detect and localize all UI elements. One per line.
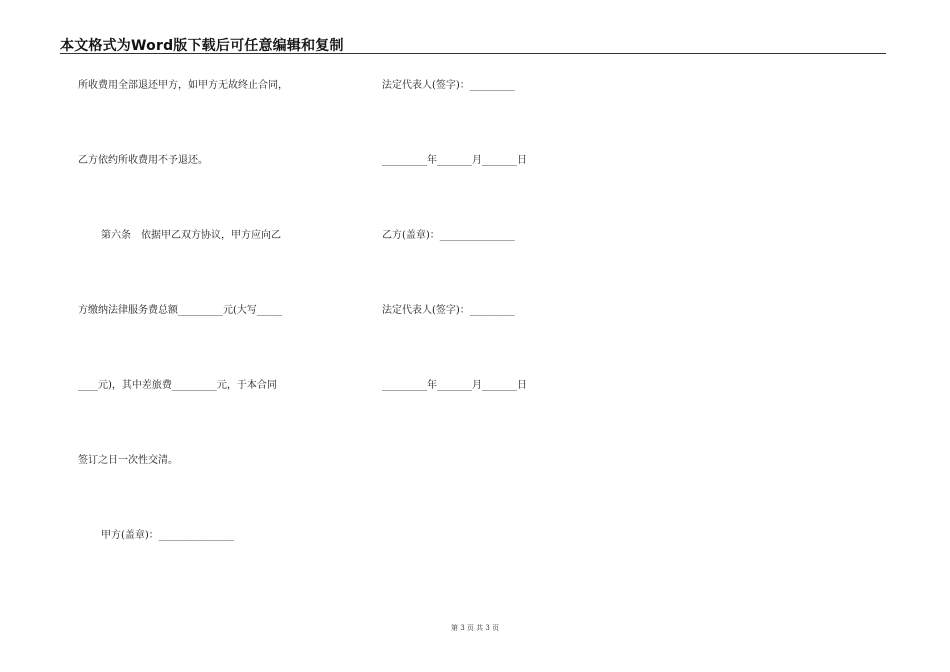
header-divider xyxy=(60,53,886,54)
left-line-1: 所收费用全部退还甲方，如甲方无故终止合同， xyxy=(78,80,288,91)
party-b-seal-line: 乙方(盖章)：_______________ xyxy=(382,230,515,241)
party-a-seal-line: 甲方(盖章)：_______________ xyxy=(101,530,234,541)
left-line-3: 第六条 依据甲乙双方协议，甲方应向乙 xyxy=(101,230,281,241)
left-line-2: 乙方依约所收费用不予退还。 xyxy=(78,155,208,166)
right-date-line-2: _________年_______月_______日 xyxy=(382,380,527,391)
right-date-line-1: _________年_______月_______日 xyxy=(382,155,527,166)
right-line-1: 法定代表人(签字)：_________ xyxy=(382,80,515,91)
left-line-5: ____元)，其中差旅费_________元，于本合同 xyxy=(78,380,277,391)
right-line-4: 法定代表人(签字)：_________ xyxy=(382,305,515,316)
left-line-4: 方缴纳法律服务费总额_________元(大写_____ xyxy=(78,305,282,316)
page-footer: 第 3 页 共 3 页 xyxy=(450,624,500,632)
document-header-title: 本文格式为Word版下载后可任意编辑和复制 xyxy=(60,38,344,54)
left-line-6: 签订之日一次性交清。 xyxy=(78,455,178,466)
